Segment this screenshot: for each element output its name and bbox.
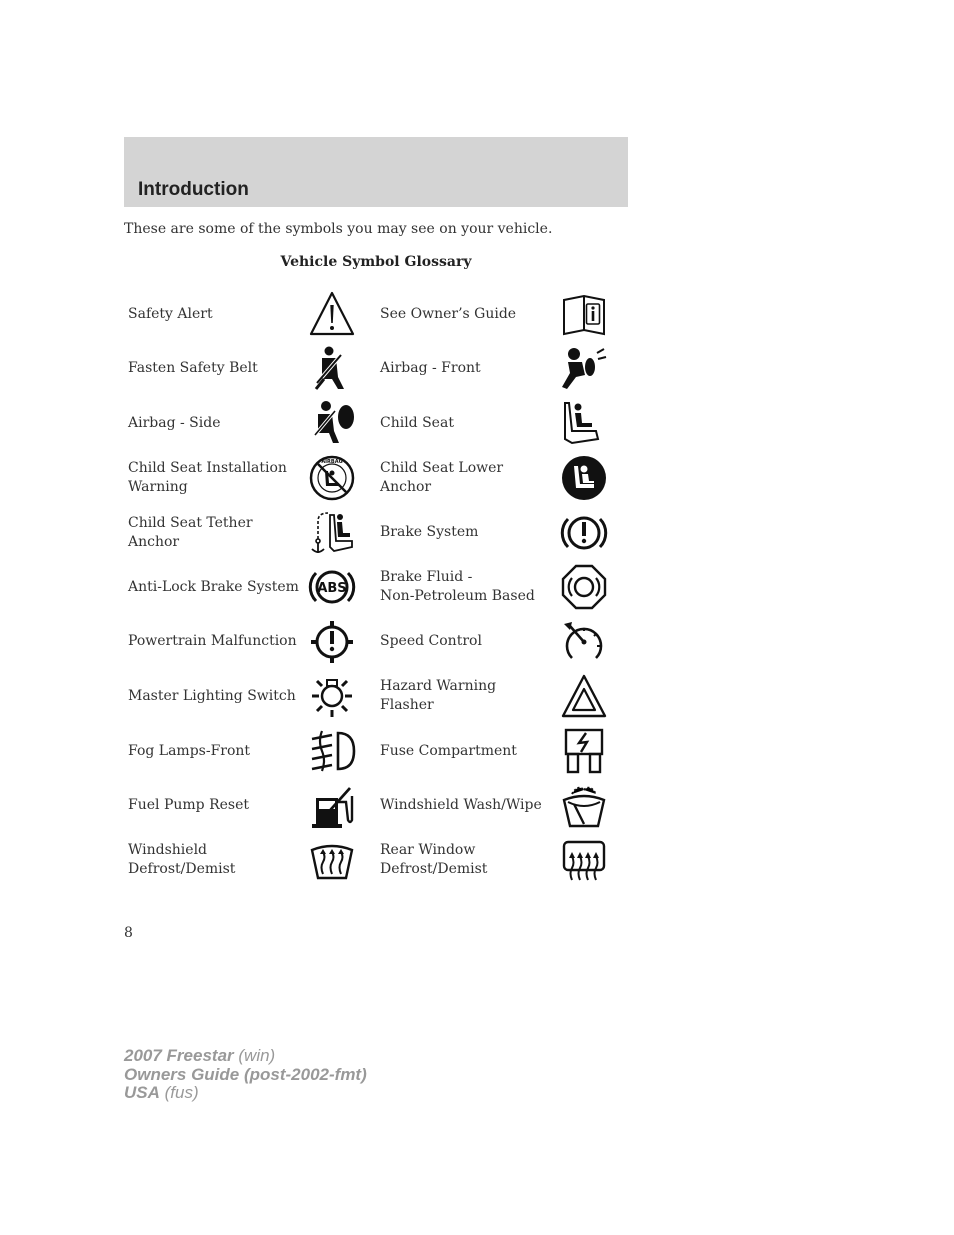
- symbol-label: See Owner’s Guide: [380, 305, 517, 322]
- symbol-label: Airbag - Front: [380, 360, 481, 377]
- footer-line-guide: [124, 1066, 367, 1085]
- symbol-label: Windshield Wash/Wipe: [380, 797, 542, 814]
- glossary-row: [124, 724, 624, 779]
- glossary-row: [124, 669, 624, 724]
- glossary-row: [124, 505, 624, 560]
- footer-line-model: [124, 1047, 367, 1066]
- airbag-front-icon: [560, 345, 608, 393]
- symbol-glossary: [124, 287, 624, 888]
- owners-guide-icon: [560, 290, 608, 338]
- fuel-pump-reset-icon: [308, 782, 356, 830]
- speed-control-icon: [560, 618, 608, 666]
- glossary-row: [124, 615, 624, 670]
- page-number: 8: [124, 925, 133, 941]
- section-header: [124, 137, 628, 207]
- symbol-label: Fog Lamps-Front: [128, 742, 251, 759]
- master-lighting-switch-icon: [308, 672, 356, 720]
- abs-icon: [308, 563, 356, 611]
- rear-window-defrost-icon: [560, 836, 608, 884]
- footer-model-code: (win): [238, 1046, 276, 1065]
- powertrain-malfunction-icon: [308, 618, 356, 666]
- glossary-row: [124, 451, 624, 506]
- section-title: Introduction: [138, 179, 249, 200]
- child-seat-lower-anchor-icon: [560, 454, 608, 502]
- symbol-label: Fuse Compartment: [380, 742, 517, 759]
- child-seat-icon: [560, 399, 608, 447]
- safety-alert-icon: [308, 290, 356, 338]
- glossary-row: [124, 396, 624, 451]
- symbol-label: Child Seat Tether Anchor: [128, 514, 253, 550]
- symbol-label: Child Seat: [380, 414, 454, 431]
- glossary-row: [124, 560, 624, 615]
- glossary-row: [124, 833, 624, 888]
- glossary-title: Vehicle Symbol Glossary: [280, 254, 472, 270]
- footer-model: 2007 Freestar: [124, 1046, 234, 1065]
- document-footer: [124, 1047, 367, 1103]
- airbag-side-icon: [308, 399, 356, 447]
- intro-text: These are some of the symbols you may see on your vehicle.: [124, 221, 553, 237]
- windshield-wash-wipe-icon: [560, 782, 608, 830]
- symbol-label: Rear Window Defrost/Demist: [380, 842, 488, 878]
- symbol-label: Windshield Defrost/Demist: [128, 842, 236, 878]
- symbol-label: Safety Alert: [128, 305, 213, 322]
- symbol-label: Anti-Lock Brake System: [128, 578, 299, 595]
- brake-system-icon: [560, 509, 608, 557]
- symbol-label: Brake Fluid - Non-Petroleum Based: [380, 569, 535, 605]
- svg-text:AIRBAG: AIRBAG: [321, 459, 343, 466]
- footer-region-code: (fus): [164, 1083, 199, 1102]
- child-seat-installation-warning-icon: [308, 454, 356, 502]
- footer-guide: Owners Guide (post-2002-fmt): [124, 1064, 367, 1084]
- fuse-compartment-icon: [560, 727, 608, 775]
- symbol-label: Hazard Warning Flasher: [380, 678, 497, 714]
- footer-line-region: [124, 1084, 367, 1103]
- glossary-row: [124, 342, 624, 397]
- fog-lamps-icon: [308, 727, 356, 775]
- footer-region: USA: [124, 1083, 160, 1102]
- symbol-label: Speed Control: [380, 633, 482, 650]
- symbol-label: Brake System: [380, 524, 479, 541]
- symbol-label: Fasten Safety Belt: [128, 360, 258, 377]
- hazard-warning-icon: [560, 672, 608, 720]
- symbol-label: Powertrain Malfunction: [128, 633, 297, 650]
- child-seat-tether-anchor-icon: [308, 509, 356, 557]
- windshield-defrost-icon: [308, 836, 356, 884]
- svg-text:ABS: ABS: [317, 581, 347, 597]
- symbol-label: Airbag - Side: [128, 414, 221, 431]
- seat-belt-icon: [308, 345, 356, 393]
- symbol-label: Child Seat Lower Anchor: [380, 460, 504, 496]
- brake-fluid-icon: [560, 563, 608, 611]
- glossary-row: [124, 287, 624, 342]
- glossary-row: [124, 778, 624, 833]
- symbol-label: Child Seat Installation Warning: [128, 460, 287, 496]
- symbol-label: Master Lighting Switch: [128, 687, 296, 704]
- symbol-label: Fuel Pump Reset: [128, 797, 249, 814]
